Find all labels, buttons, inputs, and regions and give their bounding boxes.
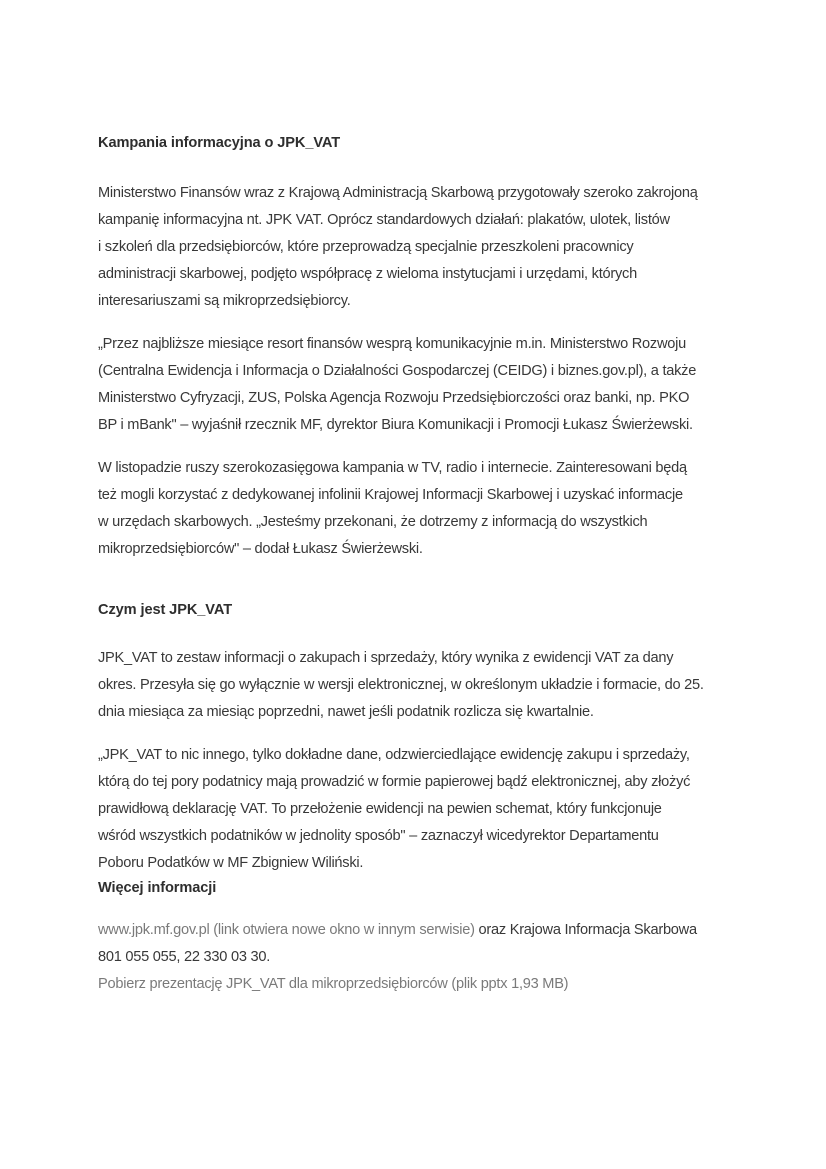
text-line: Ministerstwo Finansów wraz z Krajową Administracją Skarbową przygotowały szeroko zakrojoną [98,185,698,201]
text-line: którą do tej pory podatnicy mają prowadzić w formie papierowej bądź elektronicznej, aby złożyć [98,774,691,790]
text-line: mikroprzedsiębiorców" – dodał Łukasz Świerżewski. [98,541,423,557]
text-line: i szkoleń dla przedsiębiorców, które przeprowadzą specjalnie przeszkoleni pracownicy [98,239,634,255]
heading-campaign: Kampania informacyjna o JPK_VAT [98,135,341,151]
website-link[interactable]: www.jpk.mf.gov.pl (link otwiera nowe okno w innym serwisie) [98,922,475,938]
text-line: „Przez najbliższe miesiące resort finansów wesprą komunikacyjnie m.in. Ministerstwo Rozwoju [98,336,686,352]
document-page [98,132,738,998]
text-line: okres. Przesyła się go wyłącznie w wersji elektronicznej, w określonym układzie i formacie, do 25. [98,677,704,693]
text-line: „JPK_VAT to nic innego, tylko dokładne dane, odzwierciedlające ewidencję zakupu i sprzedaży, [98,747,690,763]
text-line: kampanię informacyjna nt. JPK VAT. Oprócz standardowych działań: plakatów, ulotek, listów [98,212,670,228]
text-line: dnia miesiąca za miesiąc poprzedni, nawet jeśli podatnik rozlicza się kwartalnie. [98,704,594,720]
paragraph-jpk-definition [98,645,738,726]
text-line: też mogli korzystać z dedykowanej infolinii Krajowej Informacji Skarbowej i uzyskać informacje [98,487,683,503]
paragraph-more-info [98,917,738,998]
kis-text: oraz Krajowa Informacja Skarbowa [474,922,697,938]
text-line: wśród wszystkich podatników w jednolity sposób" – zaznaczył wicedyrektor Departamentu [98,828,659,844]
text-line: prawidłową deklarację VAT. To przełożenie ewidencji na pewien schemat, który funkcjonuje [98,801,662,817]
heading-what-is-jpk: Czym jest JPK_VAT [98,602,233,618]
text-line: (Centralna Ewidencja i Informacja o Działalności Gospodarczej (CEIDG) i biznes.gov.pl), a także [98,363,697,379]
paragraph-campaign-intro [98,180,738,315]
heading-more-info: Więcej informacji [98,880,217,896]
text-line: Poboru Podatków w MF Zbigniew Wiliński. [98,855,364,871]
phone-numbers: 801 055 055, 22 330 03 30. [98,949,271,965]
text-line: W listopadzie ruszy szerokozasięgowa kampania w TV, radio i internecie. Zainteresowani będą [98,460,687,476]
text-line: w urzędach skarbowych. „Jesteśmy przekonani, że dotrzemy z informacją do wszystkich [98,514,648,530]
paragraph-quote-vice-director [98,742,738,877]
text-line: Ministerstwo Cyfryzacji, ZUS, Polska Agencja Rozwoju Przedsiębiorczości oraz banki, np. PKO [98,390,690,406]
text-line: BP i mBank" – wyjaśnił rzecznik MF, dyrektor Biura Komunikacji i Promocji Łukasz Świerżewski. [98,417,693,433]
text-line [98,917,738,944]
paragraph-quote-spokesman [98,331,738,439]
text-line [98,971,738,998]
text-line: interesariuszami są mikroprzedsiębiorcy. [98,293,351,309]
text-line: administracji skarbowej, podjęto współpracę z wieloma instytucjami i urzędami, których [98,266,637,282]
download-presentation-link[interactable]: Pobierz prezentację JPK_VAT dla mikroprzedsiębiorców (plik pptx 1,93 MB) [98,976,569,992]
text-line: JPK_VAT to zestaw informacji o zakupach i sprzedaży, który wynika z ewidencji VAT za dany [98,650,674,666]
paragraph-campaign-media [98,455,738,563]
